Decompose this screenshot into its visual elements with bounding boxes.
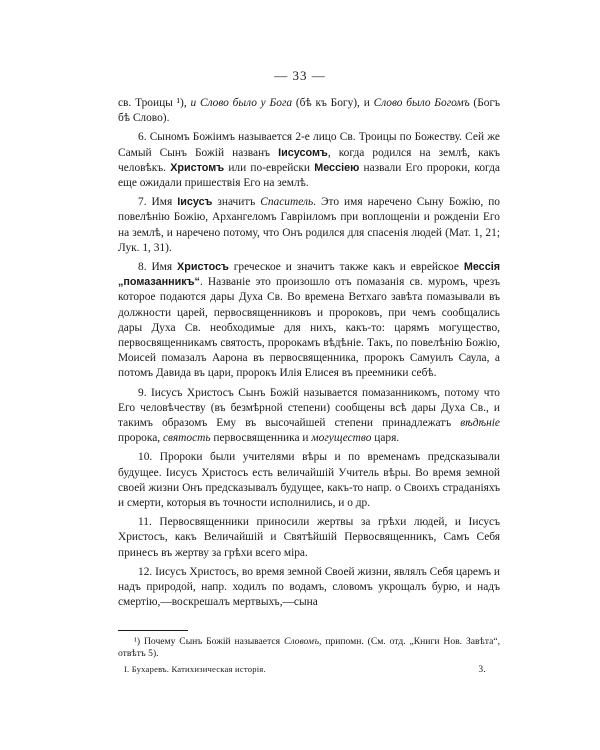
bold-term: Іисусомъ <box>278 146 328 159</box>
printer-signature: I. Бухаревъ. Катихизическая исторія. <box>124 664 266 674</box>
text-run: 7. Имя <box>138 196 178 209</box>
text-run: , когда родился на землѣ, какъ человѣкъ. <box>118 146 500 174</box>
italic-text: святость <box>163 432 211 445</box>
bold-term: Христосъ <box>177 261 229 274</box>
text-run: 11. Первосвященники приносили жертвы за грѣхи людей, и Іисусъ Христосъ, какъ Величайшій и Святѣйшій Первосвященникъ, Самъ Себя принесъ въ жертву за грѣхи всего міра. <box>118 516 500 559</box>
page-body <box>118 96 500 615</box>
text-run: ¹) Почему Сынъ Божій называется <box>134 636 284 647</box>
italic-text: вѣдѣніе <box>460 417 500 430</box>
bold-term: Мессія „помазанникъ“ <box>118 261 500 289</box>
sheet-number: 3. <box>478 664 486 675</box>
text-run: или по-еврейски <box>224 161 315 174</box>
text-run: 9. Іисусъ Христосъ Сынъ Божій называется помазанникомъ, потому что Его человѣчеству (въ безмѣрной степени) сообщены всѣ дары Духа Св., и такимъ образомъ Ему въ высочайшей степени принадлежатъ <box>118 386 500 430</box>
text-run: пророка, <box>118 432 163 445</box>
text-run: назвали Его пророки, когда еще ожидали пришествія Его на землѣ. <box>118 161 500 190</box>
paragraph <box>118 260 500 382</box>
footnote <box>118 636 500 660</box>
italic-text: Спаситель <box>260 196 314 209</box>
paragraph <box>118 96 500 126</box>
italic-text: Словомъ <box>283 636 320 647</box>
text-run: царя. <box>371 432 400 445</box>
paragraph <box>118 195 500 256</box>
text-run: первосвященника и <box>210 432 312 445</box>
italic-text: могущество <box>311 432 372 445</box>
text-run: 10. Пророки были учителями вѣры и по временамъ предсказывали будущее. Іисусъ Христосъ есть величайшій Учитель вѣры. Во время земной своей жизни Онъ предсказывалъ будущее, какъ-то напр. о Своихъ страданіяхъ и смерти, которыя въ точности исполнились, и о др. <box>118 451 500 510</box>
footnote-divider <box>118 630 188 631</box>
text-run: , припомн. (См. отд. „Книги Нов. Завѣта“, отвѣтъ 5). <box>118 636 500 659</box>
bold-term: Христомъ <box>170 161 225 174</box>
paragraph <box>118 450 500 511</box>
text-run: . Названіе это произошло отъ помазанія св. муромъ, чрезъ которое подаются дары Духа Св. Во времена Ветхаго завѣта помазывали въ должности царей, первосвященниковъ и пророковъ, при чемъ сообщались дары Духа Св. необходимые для нихъ, какъ-то: царямъ могущество, первосвященникамъ святость, пророкамъ вѣдѣніе. Такъ, по повелѣнію Божію, Моисей помазалъ Аарона въ первосвященника, пророкъ Самуилъ Саула, а потомъ Давида въ цари, пророкъ Илія Елисея въ преемники себѣ. <box>118 276 500 380</box>
paragraph <box>118 565 500 611</box>
paragraph <box>118 515 500 561</box>
text-run: 12. Іисусъ Христосъ, во время земной Своей жизни, являлъ Себя царемъ и надъ природой, напр. ходилъ по водамъ, словомъ укрощалъ бурю, и надъ смертію,—воскрешалъ мертвыхъ,—сына <box>118 565 500 609</box>
footnote-text <box>118 636 500 660</box>
text-run: 6. Сыномъ Божіимъ называется 2-е лицо Св. Троицы по Божеству. Сей же Самый Сынъ Божій названъ <box>118 131 500 159</box>
page-number: — 33 — <box>274 68 326 83</box>
paragraph <box>118 130 500 191</box>
bold-term: Іисусъ <box>177 196 213 209</box>
text-run: 8. Имя <box>138 261 178 274</box>
italic-text: Слово было Богомъ <box>373 97 470 109</box>
page-footer <box>118 664 500 675</box>
text-run: (Богъ бѣ Слово). <box>118 97 501 125</box>
text-run: св. Троицы ¹), <box>118 97 191 109</box>
bold-term: Мессіею <box>314 161 360 174</box>
text-run: греческое и значитъ также какъ и еврейское <box>228 261 464 274</box>
text-run: . Это имя наречено Сыну Божію, по повелѣнію Божію, Архангеломъ Гавріиломъ при воплощеніи и рожденіи Его на землѣ, и наречено потому, что Онъ родился для спасенія людей (Мат. 1, 21; Лук. 1, 31). <box>118 196 500 254</box>
text-run: значитъ <box>212 196 261 209</box>
text-run: (бѣ къ Богу), и <box>292 97 374 109</box>
paragraph <box>118 386 500 447</box>
italic-text: и Слово было у Бога <box>190 97 293 109</box>
